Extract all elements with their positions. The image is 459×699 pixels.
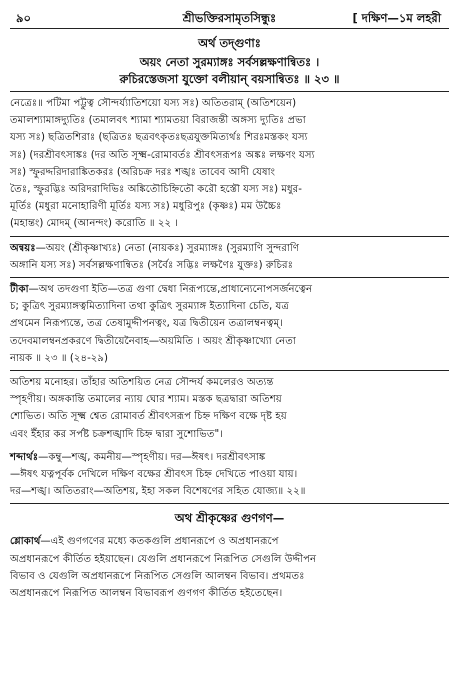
book-title: শ্রীভক্তিরসামৃতসিন্ধুঃ	[182, 11, 277, 25]
shlokartha-text: —এই গুণগণের মধ্যে কতকগুলি প্রধানরূপে ও অপ্রধানরূপে	[40, 536, 279, 548]
gloss-line: তমালশ্যামাঙ্গদ্যুতিঃ (তমালবৎ শ্যামা শ্যামতয়া বিরাজন্তী অঙ্গস্য দ্যুতিঃ প্রভা	[10, 115, 306, 127]
divider	[10, 91, 449, 92]
tika-line	[10, 281, 449, 298]
divider	[10, 236, 449, 237]
gloss-line: নেত্রেঃ॥ পটিমা পট্টুত্ব সৌন্দর্য্যাতিশয়ো যস্য সঃ) অতিতরাম্ (অতিশয়েন)	[10, 98, 297, 109]
translation-line: এবং ইঁহার কর সর্পষ্ট চক্রশঙ্খাদি চিহ্ন দ্বারা সুশোভিত"।	[10, 428, 223, 440]
translation-line: স্পৃহণীয়। অঙ্গকান্তি তমালের ন্যায় ঘোর শ্যাম। মস্তক ছত্রদ্বারা অতিশয়	[10, 394, 282, 406]
gloss-line: তৈঃ, স্ফুরদ্ভিঃ অরিদরাদিভিঃ অঙ্কিতৌচিহ্নিতৌ করৌ হস্তৌ যস্য সঃ) মধুর-	[10, 184, 302, 196]
shlokartha-block	[10, 533, 449, 602]
tika-block	[10, 281, 449, 367]
translation-block	[10, 374, 449, 443]
anvaya-block	[10, 240, 449, 274]
shlokartha-line	[10, 533, 449, 550]
divider	[10, 370, 449, 371]
anvaya-line	[10, 240, 449, 257]
word-meaning-block	[10, 449, 449, 501]
gloss-paragraph	[10, 95, 449, 233]
verse-line-2: রুচিরস্তেজসা যুক্তো বলীয়ান্ বয়সান্বিতঃ ॥ ২৩ ॥	[119, 72, 340, 86]
tika-text: —অথ তদগুণা ইতি—তত্র গুণা দ্বেধা নিরূপ্যন্তে,প্রাধান্যেনোপসর্জনত্বেন	[28, 284, 313, 296]
divider	[10, 503, 449, 504]
anvaya-label: অন্বয়ঃ	[10, 242, 36, 254]
shlokartha-line: অপ্রধানরূপে কীর্তিত হইয়াছেন। যেগুলি প্রধানরূপে নিরূপিত সেগুলি উদ্দীপন	[10, 553, 317, 565]
gloss-line: (মহান্তং) মোদম্ (আনন্দং) করোতি ॥ ২২ ।	[10, 218, 178, 230]
word-meaning-text: —কম্বু—শঙ্খ, কমনীয়—স্পৃহণীয়। দর—ঈষৎ। দরশ্রীবৎসাঙ্ক	[38, 451, 266, 463]
gloss-line: সঃ) স্ফুরদ্দরিদারাঙ্কিতকরঃ (অরিচক্র দরঃ শঙ্খঃ তাবেব আদী যেষাং	[10, 166, 275, 178]
verse-line-1: অয়ং নেতা সুরম্যাঙ্গঃ সর্বসল্লক্ষণান্বিতঃ ।	[139, 55, 320, 69]
tika-line: প্রথমেন নিরূপ্যন্তে, তত্র তেষামুদ্দীপনত্বং, যত্র দ্বিতীয়েন তত্রালম্বনত্বম্।	[10, 318, 283, 330]
anvaya-line: অঙ্গানি যস্য সঃ) সর্বসল্লক্ষণান্বিতঃ (সর্বৈঃ সদ্ভিঃ লক্ষণৈঃ যুক্তঃ) রুচিরঃ	[10, 259, 294, 271]
tika-label: টীকা	[10, 284, 29, 296]
shlokartha-line: বিভাব ও যেগুলি অপ্রধানরূপে নিরূপিত সেগুলি আলম্বন বিভাব। প্রথমতঃ	[10, 570, 305, 582]
tika-line: চ; কুত্রিৎ সুরম্যাঙ্গত্বমিত্যাদিনা তথা কুত্রিৎ সুরম্যাঙ্গ ইত্যাদিনা চেতি, যত্র	[10, 301, 289, 313]
tika-line: নায়ক ॥ ২৩ ॥ (২৪-২৯)	[10, 352, 108, 364]
tika-line: তদেবমালম্বনপ্রকরণে দ্বিতীয়েনৈবাহ—অয়মিতি । অয়ং শ্রীকৃষ্ণাখ্যো নেতা	[10, 335, 296, 347]
word-meaning-line: —ঈষৎ যত্নপূর্বক দেখিলে দক্ষিণ বক্ষের শ্রীবৎস চিহ্ন দেখিতে পাওয়া যায়।	[10, 469, 298, 481]
shlokartha-line: অপ্রধানরূপে নিরূপিত আলম্বন বিভাবরূপ গুণগণ কীর্তিত হইতেছেন।	[10, 588, 283, 600]
section-label: [ দক্ষিণ—১ম লহরী	[352, 11, 441, 25]
anvaya-text: —অয়ং (শ্রীকৃষ্ণাখ্যঃ) নেতা (নায়কঃ) সুরম্যাঙ্গঃ (সুরম্যাণি সুন্দরাণি	[35, 242, 299, 254]
gloss-line: সঃ) (দরশ্রীবৎসাঙ্কঃ (দর অতি সূক্ষ্ম-রোমাবর্তঃ শ্রীবৎসরূপঃ অঙ্কঃ লক্ষণং যস্য	[10, 149, 315, 161]
verse-heading: অর্থ তদ্‌গুণাঃ	[198, 36, 261, 50]
shlokartha-label: শ্লোকার্থ	[10, 536, 41, 548]
word-meaning-line: দর—শঙ্খ। অতিতরাং—অতিশয়, ইহা সকল বিশেষণের সহিত যোজ্য॥ ২২॥	[10, 486, 306, 498]
page-number: ৯০	[16, 11, 31, 25]
translation-line: শোভিত। অতি সূক্ষ্ম শ্বেত রোমাবর্ত শ্রীবৎসরূপ চিহ্ন দক্ষিণ বক্ষে দৃষ্ট হয়	[10, 411, 287, 423]
page-header	[10, 4, 449, 26]
divider	[10, 277, 449, 278]
section-heading: অথ শ্রীকৃষ্ণের গুণগণ—	[174, 511, 285, 526]
gloss-line: মূর্তিঃ (মধুরা মনোহারিণী মূর্তিঃ যস্য সঃ) মধুরিপুঃ (কৃষ্ণঃ) মম উচ্চৈঃ	[10, 201, 282, 213]
word-meaning-label: শব্দার্থঃ	[10, 451, 39, 463]
translation-line: অতিশয় মনোহর। তাঁহার অতিশয়িত নেত্র সৌন্দর্য কমলেরও অত্যন্ত	[10, 377, 274, 389]
word-meaning-line	[10, 449, 449, 466]
gloss-line: যস্য সঃ) ছত্রিতশিরাঃ (ছত্রিতঃ ছত্রবৎকৃতঃছত্রযুক্তমিত্যর্থঃ শিরঃমস্তকং যস্য	[10, 132, 308, 144]
